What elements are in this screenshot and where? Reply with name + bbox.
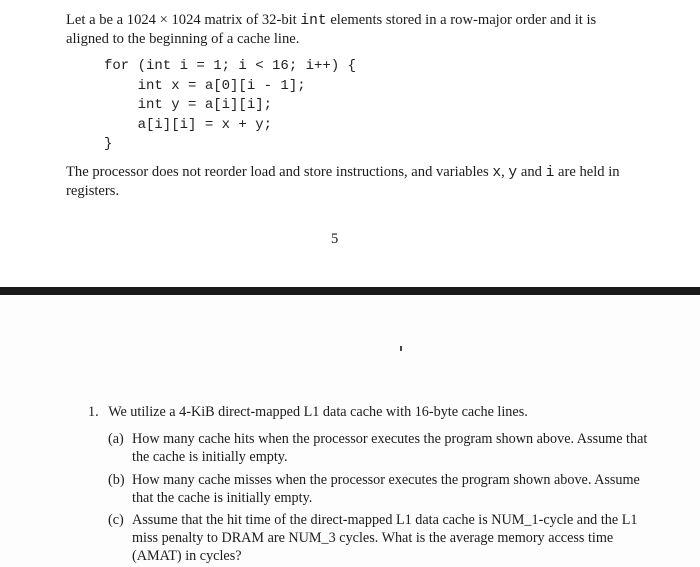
note-part1: The processor does not reorder load and store instructions, and variables [66,164,489,180]
question-1 [88,403,528,421]
code-line: } [104,136,113,152]
code-block [104,57,356,155]
int-keyword: int [300,13,327,29]
question-number: 1. [88,404,99,420]
code-line: int x = a[0][i - 1]; [104,77,306,94]
code-line: a[i][i] = x + y; [104,116,273,133]
note-and: and [520,164,542,180]
page-number: 5 [331,231,339,247]
intro-line1: Let a be a 1024 × 1024 matrix of 32-bit [66,12,297,28]
subquestion-b [108,471,652,507]
subquestion-c [108,511,652,565]
subquestion-label: (b) [108,472,125,488]
subquestion-text: How many cache misses when the processor executes the program shown above. Assume that the cache is initially empty. [132,472,640,506]
subquestion-label: (c) [108,512,124,528]
intro-paragraph [66,11,656,48]
code-line: for (int i = 1; i < 16; i++) { [104,58,357,74]
note-comma: , [501,164,505,180]
subquestion-a [108,430,652,466]
intro-line2: aligned to the beginning of a cache line. [66,31,300,47]
subquestion-text: Assume that the hit time of the direct-mapped L1 data cache is NUM_1-cycle and the L1 miss penalty to DRAM are NUM_3 cycles. What is the average memory access time (AMAT) in cycles? [132,512,638,564]
note-paragraph [66,163,656,200]
stray-mark [400,346,402,351]
code-line: int y = a[i][i]; [104,97,273,113]
note-part3: registers. [66,183,120,199]
page-divider [0,287,700,295]
var-i: i [545,165,555,181]
var-x: x [492,165,502,181]
subquestion-label: (a) [108,431,124,447]
subquestion-text: How many cache hits when the processor executes the program shown above. Assume that the cache is initially empty. [132,431,648,465]
var-y: y [508,165,518,181]
question-text: We utilize a 4-KiB direct-mapped L1 data cache with 16-byte cache lines. [108,404,528,420]
intro-line1-end: elements stored in a row-major order and it is [330,12,597,28]
note-part2: are held in [558,164,620,180]
